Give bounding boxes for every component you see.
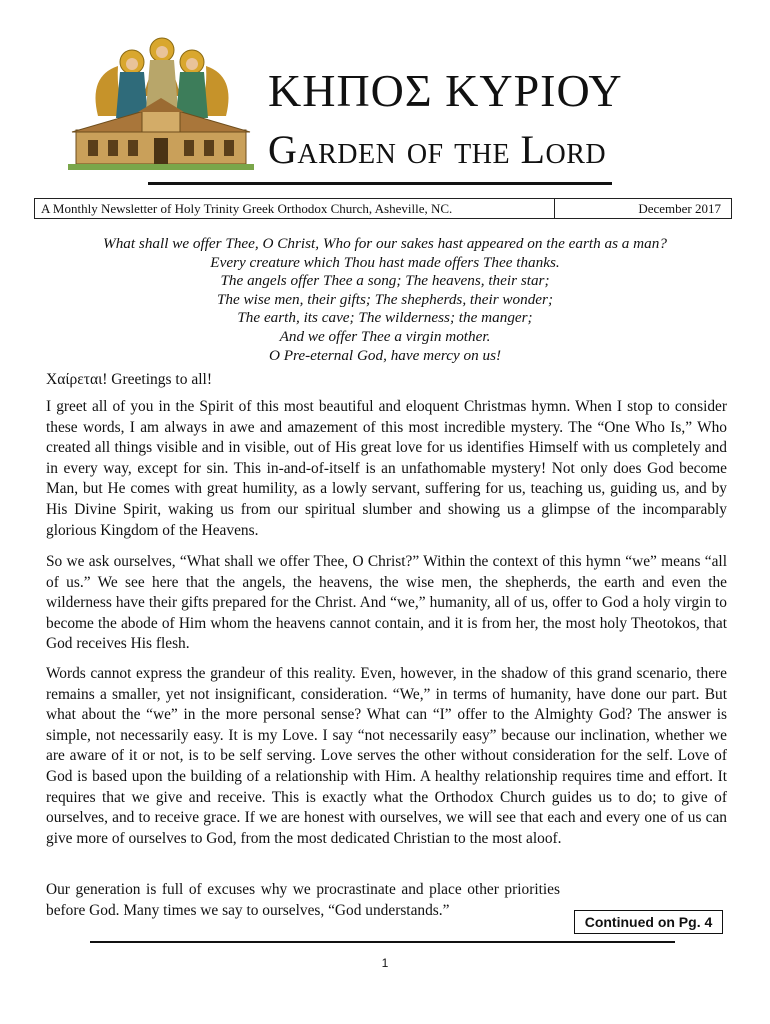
body-paragraph: Our generation is full of excuses why we procrastinate and place other priorities before God. Many times we say to ourselves, “God understands.” (46, 881, 560, 919)
greeting: Χαίρεται! Greetings to all! (46, 371, 213, 388)
header-divider (148, 182, 612, 185)
hymn-line: The wise men, their gifts; The shepherds, their wonder; (216, 290, 554, 308)
hymn-line: And we offer Thee a virgin mother. (279, 327, 491, 345)
footer-divider (90, 941, 675, 943)
continued-on-page-link[interactable]: Continued on Pg. 4 (574, 910, 723, 934)
hymn-line: O Pre-eternal God, have mercy on us! (268, 346, 502, 364)
body-paragraph: Words cannot express the grandeur of this reality. Even, however, in the shadow of this grand scenario, there remains a smaller, yet not insignificant, consideration. “We,” in terms of humanity, have done our part. But what about the “we” in the more personal sense? What can “I” offer to the Almighty God? The answer is simple, not necessarily easy. It is my Love. I say “not necessarily easy” because our inclination, whether we are aware of it or not, is to be self serving. Love serves the other without consideration for the self. Love of God is based upon the building of a relationship with Him. A healthy relationship requires time and effort. It requires that we give and receive. This is exactly what the Orthodox Church guides us to do; to give of ourselves, and to receive grace. If we are honest with ourselves, we will see that each and every one of us can give more of ourselves to God, from the most dedicated Christian to the most aloof. (46, 665, 727, 847)
issue-date: December 2017 (638, 201, 721, 216)
body-paragraph: I greet all of you in the Spirit of this most beautiful and eloquent Christmas hymn. When I stop to consider these words, I am always in awe and amazement of this most incredible mystery. The “One Who Is,” Who created all things visible and in visible, out of His great love for us identifies Himself with us completely and in every way, except for sin. This in-and-of-itself is an unfathomable mystery! Not only does God become Man, but He comes with great humility, as a lowly servant, suffering for us, teaching us, guiding us, and by His Divine Spirit, waking us from our spiritual slumber and showing us a glimpse of the incomparably glorious Kingdom of the Heavens. (46, 398, 727, 539)
newsletter-title-english: Garden of the Lord (268, 127, 607, 172)
hymn-line: The angels offer Thee a song; The heavens, their star; (220, 272, 550, 290)
newsletter-title-greek: ΚΗΠΟΣ ΚΥΡΙΟΥ (268, 65, 623, 116)
christmas-hymn (40, 235, 730, 365)
body-paragraph: So we ask ourselves, “What shall we offer Thee, O Christ?” Within the context of this hymn “we” means “all of us.” We see here that the angels, the heavens, the wise men, the shepherds, the earth and even the wilderness have their gifts prepared for the Christ. And “we,” humanity, all of us, offer to God a holy virgin to become the abode of Him whom the heavens cannot contain, and it is from her, the most holy Theotokos, that God receives His flesh. (46, 553, 727, 653)
hymn-line: The earth, its cave; The wilderness; the manger; (237, 309, 533, 327)
hymn-line: What shall we offer Thee, O Christ, Who for our sakes hast appeared on the earth as a man? (103, 235, 667, 252)
masthead-divider (554, 199, 555, 218)
page-number: 1 (381, 956, 389, 970)
masthead-bar (34, 198, 732, 219)
newsletter-subtitle: A Monthly Newsletter of Holy Trinity Greek Orthodox Church, Asheville, NC. (41, 201, 453, 216)
angels-over-church-icon (58, 36, 258, 176)
hymn-line: Every creature which Thou hast made offers Thee thanks. (210, 253, 560, 271)
